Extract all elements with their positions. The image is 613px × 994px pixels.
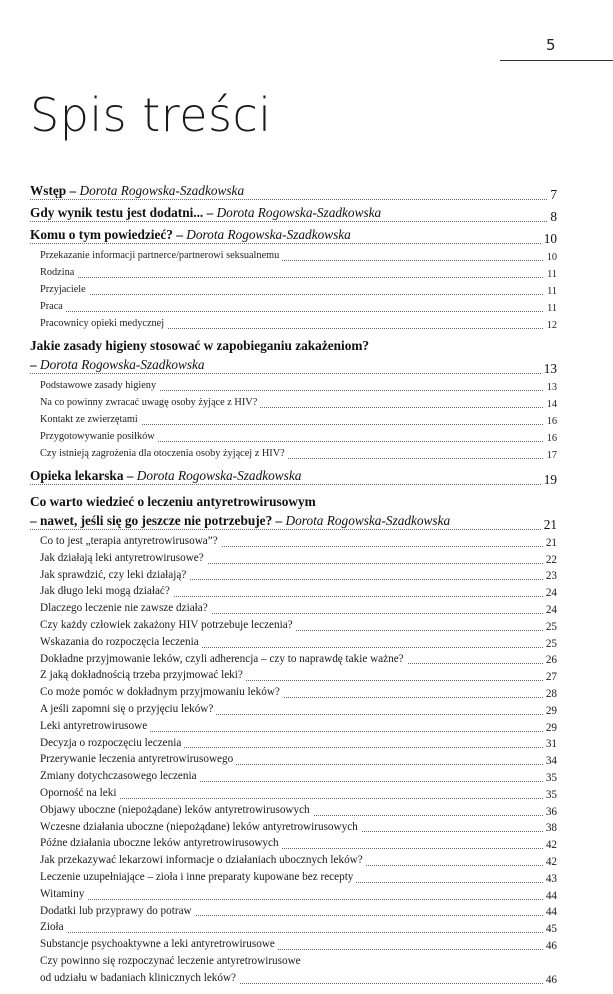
toc-subentry-label: Rodzina: [40, 267, 77, 278]
toc-subentry[interactable]: [30, 920, 557, 937]
toc-subentry-label: Jak długo leki mogą działać?: [40, 585, 173, 597]
toc-page-number: 34: [543, 754, 557, 769]
toc-page-number: 17: [544, 448, 557, 463]
dot-leader: [30, 221, 557, 222]
toc-subentry-label: Przyjaciele: [40, 284, 89, 295]
header-rule: [500, 60, 613, 61]
toc-subentry-label: Czy istnieją zagrożenia dla otoczenia osoby żyjącej z HIV?: [40, 448, 288, 459]
toc-heading: Komu o tym powiedzieć? –: [30, 227, 187, 242]
toc-subentry[interactable]: [30, 820, 557, 837]
toc-heading: –: [30, 357, 40, 372]
toc-author: Dorota Rogowska-Szadkowska: [285, 513, 451, 528]
dot-leader: [30, 199, 557, 200]
toc-entry-zasady-higieny[interactable]: [30, 356, 557, 378]
toc-entry-opieka-lekarska[interactable]: [30, 467, 557, 489]
toc-page-number: 25: [543, 620, 557, 635]
toc-subentry-label: Zioła: [40, 921, 67, 933]
toc-subentry[interactable]: [30, 736, 557, 753]
dot-leader: [30, 529, 557, 530]
toc-subentry-label: Dlaczego leczenie nie zawsze działa?: [40, 602, 211, 614]
toc-heading-line1: Co warto wiedzieć o leczeniu antyretrowirusowym: [30, 494, 316, 509]
toc-entry-wstep[interactable]: [30, 182, 557, 204]
toc-author: Dorota Rogowska-Szadkowska: [186, 227, 351, 242]
toc-subentry-label: Przekazanie informacji partnerce/partnerowi seksualnemu: [40, 250, 282, 261]
toc-subentry-label: Dokładne przyjmowanie leków, czyli adherencja – czy to naprawdę takie ważne?: [40, 653, 407, 665]
toc-subentry[interactable]: [30, 786, 557, 803]
toc-subentry[interactable]: [30, 719, 557, 736]
toc-subentry[interactable]: [30, 316, 557, 333]
toc-page-number: 21: [543, 536, 557, 551]
toc-page-number: 14: [544, 397, 557, 412]
toc-subentry[interactable]: [30, 685, 557, 702]
toc-page-number: 12: [544, 318, 557, 333]
toc-subentry-label: od udziału w badaniach klinicznych leków?: [40, 972, 239, 984]
toc-heading: Wstęp –: [30, 183, 80, 198]
dot-leader: [40, 294, 557, 295]
toc-subentry[interactable]: [30, 937, 557, 954]
toc-subentry-label: Witaminy: [40, 888, 87, 900]
toc-page-number: 42: [543, 855, 557, 870]
toc-entry-gdy-wynik[interactable]: [30, 204, 557, 226]
toc-page-number: 23: [543, 569, 557, 584]
toc-page-number: 26: [543, 653, 557, 668]
toc-subentry[interactable]: [30, 412, 557, 429]
toc-entry-komu-powiedziec[interactable]: [30, 226, 557, 248]
toc-page-number: 46: [543, 939, 557, 954]
page-number: 5: [546, 36, 556, 54]
toc-page-number: 45: [543, 922, 557, 937]
toc-subentry-label: Przygotowywanie posiłków: [40, 431, 158, 442]
toc-subentry-label: Jak działają leki antyretrowirusowe?: [40, 552, 207, 564]
toc-subentry[interactable]: [30, 534, 557, 551]
toc-page-number: 31: [543, 737, 557, 752]
toc-page-number: 19: [541, 471, 557, 489]
toc-subentry[interactable]: [30, 551, 557, 568]
dot-leader: [40, 277, 557, 278]
toc-page-number: 22: [543, 553, 557, 568]
page-title: Spis treści: [30, 88, 272, 142]
toc-subentry[interactable]: [30, 870, 557, 887]
toc-subentry[interactable]: [30, 887, 557, 904]
toc-subentry[interactable]: [30, 853, 557, 870]
toc-page-number: 16: [544, 431, 557, 446]
toc-author: Dorota Rogowska-Szadkowska: [136, 468, 302, 483]
toc-page-number: 24: [543, 603, 557, 618]
toc-page-number: 11: [544, 301, 557, 316]
toc-page-number: 42: [543, 838, 557, 853]
toc-subentry-label: Leczenie uzupełniające – zioła i inne preparaty kupowane bez recepty: [40, 871, 356, 883]
toc-subentry-label: Z jaką dokładnością trzeba przyjmować leki?: [40, 669, 246, 681]
toc-page-number: 27: [543, 670, 557, 685]
toc-subentry[interactable]: [30, 904, 557, 921]
toc-page-number: 7: [547, 186, 557, 204]
toc-page-number: 29: [543, 704, 557, 719]
toc-page-number: 13: [541, 360, 557, 378]
toc-subentry-label: Substancje psychoaktywne a leki antyretrowirusowe: [40, 938, 278, 950]
toc-heading: – nawet, jeśli się go jeszcze nie potrzebuje? –: [30, 513, 286, 528]
toc-page-number: 44: [543, 905, 557, 920]
toc-page-number: 11: [544, 284, 557, 299]
dot-leader: [40, 311, 557, 312]
toc-subentry-label: Przerywanie leczenia antyretrowirusowego: [40, 753, 236, 765]
toc-heading: Gdy wynik testu jest dodatni... –: [30, 205, 217, 220]
toc-subentry[interactable]: [30, 568, 557, 585]
toc-subentry[interactable]: [30, 668, 557, 685]
toc-subentry[interactable]: [30, 652, 557, 669]
toc-subentry-label-line1: Czy powinno się rozpoczynać leczenie antyretrowirusowe: [40, 954, 301, 967]
toc-author: Dorota Rogowska-Szadkowska: [39, 357, 205, 372]
toc-subentry-label: A jeśli zapomni się o przyjęciu leków?: [40, 703, 216, 715]
toc-subentry-label: Na co powinny zwracać uwagę osoby żyjące z HIV?: [40, 397, 260, 408]
toc-subentry-label: Oporność na leki: [40, 787, 119, 799]
toc-page-number: 29: [543, 721, 557, 736]
toc-author: Dorota Rogowska-Szadkowska: [216, 205, 382, 220]
toc-subentry[interactable]: [30, 601, 557, 618]
toc-subentry-label: Leki antyretrowirusowe: [40, 720, 150, 732]
toc-page-number: 43: [543, 872, 557, 887]
toc-page-number: 24: [543, 586, 557, 601]
toc-subentry[interactable]: [30, 702, 557, 719]
toc-subentry-label: Jak sprawdzić, czy leki działają?: [40, 569, 189, 581]
toc-page-number: 11: [544, 267, 557, 282]
toc-subentry-label: Co może pomóc w dokładnym przyjmowaniu leków?: [40, 686, 283, 698]
dot-leader: [30, 373, 557, 374]
toc-subentry-label: Czy każdy człowiek zakażony HIV potrzebuje leczenia?: [40, 619, 296, 631]
toc-subentry[interactable]: [30, 446, 557, 463]
dot-leader: [40, 932, 557, 933]
toc-subentry[interactable]: [30, 618, 557, 635]
toc-page-number: 13: [544, 380, 557, 395]
dot-leader: [30, 484, 557, 485]
toc-heading-line1: Jakie zasady higieny stosować w zapobieganiu zakażeniom?: [30, 338, 370, 353]
toc-entry-leczenie-antyretrowirusowe[interactable]: [30, 512, 557, 534]
toc-subentry-label: Objawy uboczne (niepożądane) leków antyretrowirusowych: [40, 804, 313, 816]
toc-subentry-label: Kontakt ze zwierzętami: [40, 414, 141, 425]
table-of-contents: [30, 182, 557, 988]
toc-subentry[interactable]: [30, 265, 557, 282]
toc-subentry-label: Co to jest „terapia antyretrowirusowa”?: [40, 535, 221, 547]
toc-page-number: 21: [541, 516, 557, 534]
toc-page-number: 16: [544, 414, 557, 429]
toc-subentry-label: Późne działania uboczne leków antyretrowirusowych: [40, 837, 282, 849]
toc-subentry-label: Praca: [40, 301, 66, 312]
toc-page-number: 28: [543, 687, 557, 702]
toc-subentry-label: Decyzja o rozpoczęciu leczenia: [40, 737, 184, 749]
toc-subentry[interactable]: [30, 429, 557, 446]
toc-subentry-label: Wskazania do rozpoczęcia leczenia: [40, 636, 202, 648]
toc-subentry-label: Dodatki lub przyprawy do potraw: [40, 905, 195, 917]
toc-subentry[interactable]: [30, 971, 557, 988]
toc-heading: Opieka lekarska –: [30, 468, 137, 483]
toc-subentry[interactable]: [30, 769, 557, 786]
toc-subentry[interactable]: [30, 584, 557, 601]
toc-page-number: 44: [543, 889, 557, 904]
toc-page-number: 8: [547, 208, 557, 226]
toc-subentry-label: Jak przekazywać lekarzowi informacje o działaniach ubocznych leków?: [40, 854, 366, 866]
dot-leader: [30, 243, 557, 244]
toc-subentry[interactable]: [30, 752, 557, 769]
dot-leader: [40, 899, 557, 900]
toc-subentry-label: Pracownicy opieki medycznej: [40, 318, 167, 329]
toc-subentry[interactable]: [30, 378, 557, 395]
toc-page-number: 36: [543, 805, 557, 820]
toc-page-number: 10: [544, 250, 557, 265]
toc-page-number: 10: [541, 230, 557, 248]
toc-author: Dorota Rogowska-Szadkowska: [79, 183, 245, 198]
toc-page-number: 25: [543, 637, 557, 652]
toc-subentry[interactable]: [30, 248, 557, 265]
toc-subentry[interactable]: [30, 836, 557, 853]
toc-subentry-label: Podstawowe zasady higieny: [40, 380, 159, 391]
toc-page-number: 35: [543, 788, 557, 803]
toc-page-number: 38: [543, 821, 557, 836]
toc-subentry[interactable]: [30, 803, 557, 820]
toc-subentry[interactable]: [30, 635, 557, 652]
toc-subentry[interactable]: [30, 282, 557, 299]
toc-page-number: 35: [543, 771, 557, 786]
toc-subentry[interactable]: [30, 299, 557, 316]
toc-subentry-label: Wczesne działania uboczne (niepożądane) leków antyretrowirusowych: [40, 821, 361, 833]
toc-page-number: 46: [543, 973, 557, 988]
toc-subentry[interactable]: [30, 395, 557, 412]
toc-subentry-label: Zmiany dotychczasowego leczenia: [40, 770, 200, 782]
